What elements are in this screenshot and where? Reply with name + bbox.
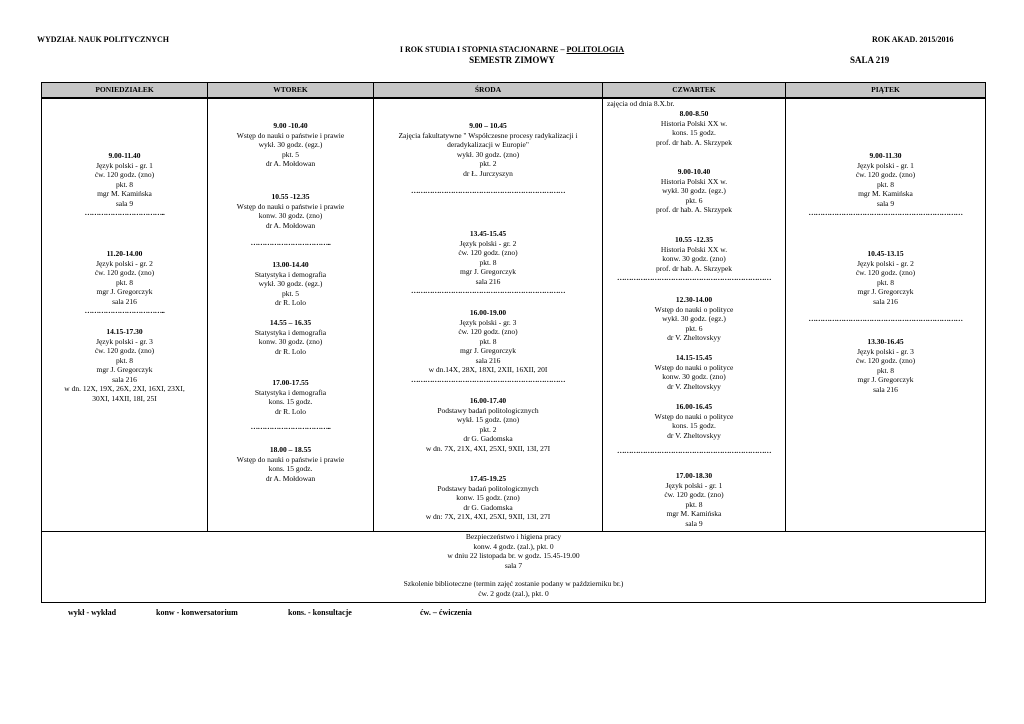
class-hours: kons. 15 godz. <box>268 464 313 473</box>
day-header-monday: PONIEDZIAŁEK <box>42 83 208 99</box>
separator: ………………………………………………………… <box>617 446 771 455</box>
class-hours: wykł. 30 godz. (egz.) <box>662 314 726 323</box>
class-dates: w dn: 7X, 21X, 4XI, 25XI, 9XII, 13I, 27I <box>425 512 551 521</box>
class-teacher: dr A. Mołdowan <box>265 159 316 168</box>
class-subject: Wstęp do nauki o państwie i prawie <box>236 130 345 140</box>
class-hours: kons. 15 godz. <box>268 397 313 406</box>
academic-year: ROK AKAD. 2015/2016 <box>872 35 954 44</box>
class-subject: Historia Polski XX w. <box>660 176 728 186</box>
class-subject: Statystyka i demografia <box>254 387 327 397</box>
class-points: pkt. 8 <box>876 277 895 287</box>
class-teacher: dr V. Zheltovskyy <box>667 430 721 440</box>
class-teacher: dr V. Zheltovskyy <box>667 381 721 391</box>
program-title <box>0 45 1024 54</box>
class-time: 9.00-11.30 <box>869 151 902 160</box>
separator: ………………………………………………………… <box>411 374 565 384</box>
class-points: pkt. 5 <box>281 149 300 159</box>
class-time: 9.00-11.40 <box>108 151 141 160</box>
thursday-note: zajęcia od dnia 8.X.br. <box>607 99 675 108</box>
class-time: 17.00-18.30 <box>675 471 713 480</box>
program-prefix: I ROK STUDIA I STOPNIA STACJONARNE – <box>399 45 567 54</box>
friday-class-2 <box>786 249 985 324</box>
thursday-class-3 <box>603 235 785 283</box>
class-subject: Wstęp do nauki o państwie i prawie <box>236 201 345 211</box>
day-header-friday: PIĄTEK <box>786 83 986 99</box>
tuesday-class-3 <box>208 260 373 308</box>
class-teacher: prof. dr hab. A. Skrzypek <box>655 263 733 273</box>
class-hours: wykł. 30 godz. (egz.) <box>258 279 323 288</box>
tuesday-class-1 <box>208 121 373 169</box>
class-time: 9.00-10.40 <box>677 167 711 176</box>
schedule-row <box>42 98 986 532</box>
class-subject: Język polski - gr. 2 <box>96 258 153 268</box>
class-subject: Język polski - gr. 2 <box>459 238 517 248</box>
separator: ………………………………………………………… <box>411 286 565 295</box>
class-hours: kons. 15 godz. <box>672 128 716 137</box>
class-points: pkt. 8 <box>115 355 134 365</box>
class-points: pkt. 8 <box>115 277 134 287</box>
class-points: pkt. 6 <box>685 195 703 205</box>
class-teacher: mgr J. Gregorczyk <box>96 365 153 374</box>
class-points: pkt. 8 <box>685 499 703 509</box>
class-subject: Wstęp do nauki o państwie i prawie <box>236 454 345 464</box>
separator: ………………………………………………………… <box>808 314 963 323</box>
class-teacher: prof. dr hab. A. Skrzypek <box>655 205 733 214</box>
class-subject: Statystyka i demografia <box>254 327 327 337</box>
class-time: 8.00-8.50 <box>679 109 709 118</box>
wednesday-class-1 <box>374 121 602 196</box>
class-hours: konw. 30 godz. (zno) <box>662 254 726 263</box>
class-teacher: prof. dr hab. A. Skrzypek <box>655 137 733 147</box>
thursday-class-7 <box>603 471 785 528</box>
institution-name: WYDZIAŁ NAUK POLITYCZNYCH <box>37 35 170 44</box>
monday-cell <box>42 98 208 532</box>
class-room: sala 216 <box>873 384 898 394</box>
class-subject: Statystyka i demografia <box>254 269 327 279</box>
schedule-table <box>41 82 986 603</box>
class-subject: Podstawy badań politologicznych <box>437 405 539 415</box>
wednesday-cell <box>374 98 603 532</box>
class-hours: wykł. 30 godz. (zno) <box>456 149 520 159</box>
bhp-hours: konw. 4 godz. (zal.), pkt. 0 <box>473 541 554 551</box>
friday-class-1 <box>786 151 985 218</box>
class-time: 11.20-14.00 <box>106 249 143 258</box>
class-subject: Język polski - gr. 1 <box>96 160 153 170</box>
bottom-row <box>42 532 986 603</box>
class-teacher: dr R. Lolo <box>274 346 307 356</box>
tuesday-class-6 <box>208 445 373 483</box>
class-subject: Zajęcia fakultatywne " Współczesne procesy radykalizacji i <box>398 130 578 140</box>
class-teacher: dr Ł. Jurczyszyn <box>463 168 513 178</box>
class-subject: deradykalizacji w Europie" <box>447 140 529 149</box>
class-time: 13.30-16.45 <box>867 337 904 346</box>
class-time: 13.00-14.40 <box>272 260 309 269</box>
class-points: pkt. 2 <box>479 159 497 168</box>
class-room: sala 216 <box>475 276 501 286</box>
class-hours: ćw. 120 godz. (zno) <box>458 327 518 336</box>
class-time: 18.00 – 18.55 <box>269 445 312 454</box>
class-hours: ćw. 120 godz. (zno) <box>94 268 155 277</box>
monday-class-1 <box>42 151 207 218</box>
class-time: 9.00 -10.40 <box>273 121 308 130</box>
day-header-row <box>42 83 986 99</box>
bhp-title: Bezpieczeństwo i higiena pracy <box>465 532 562 541</box>
thursday-class-5 <box>603 353 785 391</box>
day-header-tuesday: WTOREK <box>208 83 374 99</box>
monday-class-2 <box>42 249 207 316</box>
class-teacher: mgr J. Gregorczyk <box>857 375 914 384</box>
wednesday-class-5 <box>374 474 602 522</box>
day-header-wednesday: ŚRODA <box>374 83 603 99</box>
class-time: 16.00-16.45 <box>675 402 713 411</box>
class-points: pkt. 5 <box>281 288 300 298</box>
room-label: SALA 219 <box>850 55 890 65</box>
thursday-class-2 <box>603 167 785 215</box>
class-time: 10.55 -12.35 <box>271 192 310 201</box>
class-time: 12.30-14.00 <box>675 295 713 304</box>
class-room: sala 216 <box>112 374 137 384</box>
separator: ………………………………………………………… <box>411 186 565 195</box>
separator: ………………………………………………………… <box>808 208 963 217</box>
class-room: sala 9 <box>115 198 134 208</box>
class-teacher: dr A. Mołdowan <box>265 473 316 483</box>
class-teacher: dr G. Gadomska <box>463 434 513 443</box>
class-room: sala 216 <box>873 296 898 306</box>
class-dates: w dn.14X, 28X, 18XI, 2XII, 16XII, 20I <box>428 365 548 374</box>
class-dates: w dn. 7X, 21X, 4XI, 25XI, 9XII, 13I, 27I <box>425 443 551 453</box>
class-hours: ćw. 120 godz. (zno) <box>855 268 916 277</box>
class-subject: Język polski - gr. 1 <box>665 480 723 490</box>
class-points: pkt. 8 <box>479 336 497 346</box>
wednesday-class-4 <box>374 396 602 453</box>
class-hours: ćw. 120 godz. (zno) <box>94 346 155 355</box>
class-teacher: mgr J. Gregorczyk <box>857 287 914 296</box>
class-hours: wykł. 30 godz. (egz.) <box>662 186 726 195</box>
class-points: pkt. 8 <box>479 257 497 267</box>
class-teacher: dr R. Lolo <box>274 298 307 307</box>
legend-kons: kons. - konsultacje <box>288 608 352 617</box>
class-time: 14.15-17.30 <box>106 327 143 336</box>
class-subject: Wstęp do nauki o polityce <box>654 304 734 314</box>
class-points: pkt. 6 <box>685 323 703 333</box>
class-hours: ćw. 120 godz. (zno) <box>94 170 155 179</box>
library-training-hours: ćw. 2 godz (zal.), pkt. 0 <box>478 588 549 598</box>
class-room: sala 9 <box>685 518 703 528</box>
separator: ………………………………………………………… <box>617 273 771 282</box>
thursday-class-4 <box>603 295 785 343</box>
class-time: 10.45-13.15 <box>867 249 904 258</box>
class-room: sala 216 <box>475 355 501 365</box>
class-time: 16.00-19.00 <box>469 308 507 317</box>
class-time: 17.00-17.55 <box>272 378 309 387</box>
class-subject: Język polski - gr. 3 <box>857 346 914 356</box>
separator: …………………………….. <box>250 422 331 431</box>
class-hours: ćw. 120 godz. (zno) <box>458 248 518 257</box>
separator: …………………………….. <box>84 306 165 315</box>
class-teacher: mgr M. Kamińska <box>666 509 722 518</box>
class-hours: wykł. 15 godz. (zno) <box>456 415 520 424</box>
class-points: pkt. 2 <box>479 424 497 434</box>
class-points: pkt. 8 <box>876 365 895 375</box>
legend-cw: ćw. – ćwiczenia <box>420 608 472 617</box>
thursday-cell <box>603 98 786 532</box>
class-subject: Historia Polski XX w. <box>660 118 728 128</box>
library-training-title: Szkolenie biblioteczne (termin zajęć zostanie podany w październiku br.) <box>403 579 624 588</box>
class-hours: ćw. 120 godz. (zno) <box>664 490 724 499</box>
bhp-room: sala 7 <box>504 560 523 570</box>
class-subject: Język polski - gr. 1 <box>857 160 914 170</box>
class-hours: kons. 15 godz. <box>672 421 716 430</box>
legend <box>68 608 472 617</box>
class-subject: Podstawy badań politologicznych <box>437 483 539 493</box>
class-room: sala 216 <box>112 296 137 306</box>
class-teacher: dr V. Zheltovskyy <box>667 333 721 342</box>
class-points: pkt. 8 <box>115 179 134 189</box>
class-hours: ćw. 120 godz. (zno) <box>855 356 916 365</box>
monday-class-3 <box>42 327 207 403</box>
class-hours: konw. 15 godz. (zno) <box>456 493 520 502</box>
class-time: 16.00-17.40 <box>469 396 507 405</box>
legend-konw: konw - konwersatorium <box>156 608 238 617</box>
class-teacher: dr R. Lolo <box>274 406 307 416</box>
class-subject: Wstęp do nauki o polityce <box>654 362 734 372</box>
class-subject: Wstęp do nauki o polityce <box>654 411 734 421</box>
extra-classes-cell <box>42 532 986 603</box>
tuesday-class-2 <box>208 192 373 248</box>
class-hours: wykł. 30 godz. (egz.) <box>258 140 323 149</box>
class-teacher: mgr J. Gregorczyk <box>96 287 153 296</box>
class-hours: konw. 30 godz. (zno) <box>662 372 726 381</box>
class-subject: Język polski - gr. 2 <box>857 258 914 268</box>
class-time: 17.45-19.25 <box>469 474 507 483</box>
class-hours: konw. 30 godz. (zno) <box>258 337 323 346</box>
class-time: 10.55 -12.35 <box>674 235 714 244</box>
friday-class-3 <box>786 337 985 394</box>
class-points: pkt. 8 <box>876 179 895 189</box>
class-hours: ćw. 120 godz. (zno) <box>855 170 916 179</box>
class-dates: 30XI, 14XII, 18I, 25I <box>92 393 157 403</box>
semester-title: SEMESTR ZIMOWY <box>469 55 555 65</box>
day-header-thursday: CZWARTEK <box>603 83 786 99</box>
separator: …………………………….. <box>250 238 331 247</box>
wednesday-class-2 <box>374 229 602 296</box>
class-dates: w dn. 12X, 19X, 26X, 2XI, 16XI, 23XI, <box>64 384 185 393</box>
class-teacher: dr A. Mołdowan <box>265 220 316 230</box>
tuesday-class-5 <box>208 378 373 432</box>
class-time: 14.55 – 16.35 <box>269 318 312 327</box>
class-time: 14.15-15.45 <box>675 353 713 362</box>
class-subject: Język polski - gr. 3 <box>96 336 153 346</box>
friday-cell <box>786 98 986 532</box>
class-teacher: mgr M. Kamińska <box>858 189 913 198</box>
program-name: POLITOLOGIA <box>566 45 625 54</box>
class-teacher: mgr J. Gregorczyk <box>459 346 517 355</box>
tuesday-class-4 <box>208 318 373 356</box>
separator: …………………………….. <box>84 208 165 217</box>
class-teacher: mgr M. Kamińska <box>97 189 152 198</box>
thursday-class-6 <box>603 402 785 456</box>
class-subject: Język polski - gr. 3 <box>459 317 517 327</box>
legend-wykl: wykł - wykład <box>68 608 117 617</box>
class-hours: konw. 30 godz. (zno) <box>258 211 323 220</box>
bhp-date: w dniu 22 listopada br. w godz. 15.45-19.00 <box>447 551 580 560</box>
class-time: 9.00 – 10.45 <box>469 121 507 130</box>
thursday-class-1 <box>603 109 785 147</box>
class-time: 13.45-15.45 <box>469 229 507 238</box>
class-teacher: mgr J. Gregorczyk <box>459 267 517 276</box>
class-subject: Historia Polski XX w. <box>660 244 728 254</box>
tuesday-cell <box>208 98 374 532</box>
wednesday-class-3 <box>374 308 602 384</box>
class-room: sala 9 <box>876 198 895 208</box>
class-teacher: dr G. Gadomska <box>463 502 513 512</box>
